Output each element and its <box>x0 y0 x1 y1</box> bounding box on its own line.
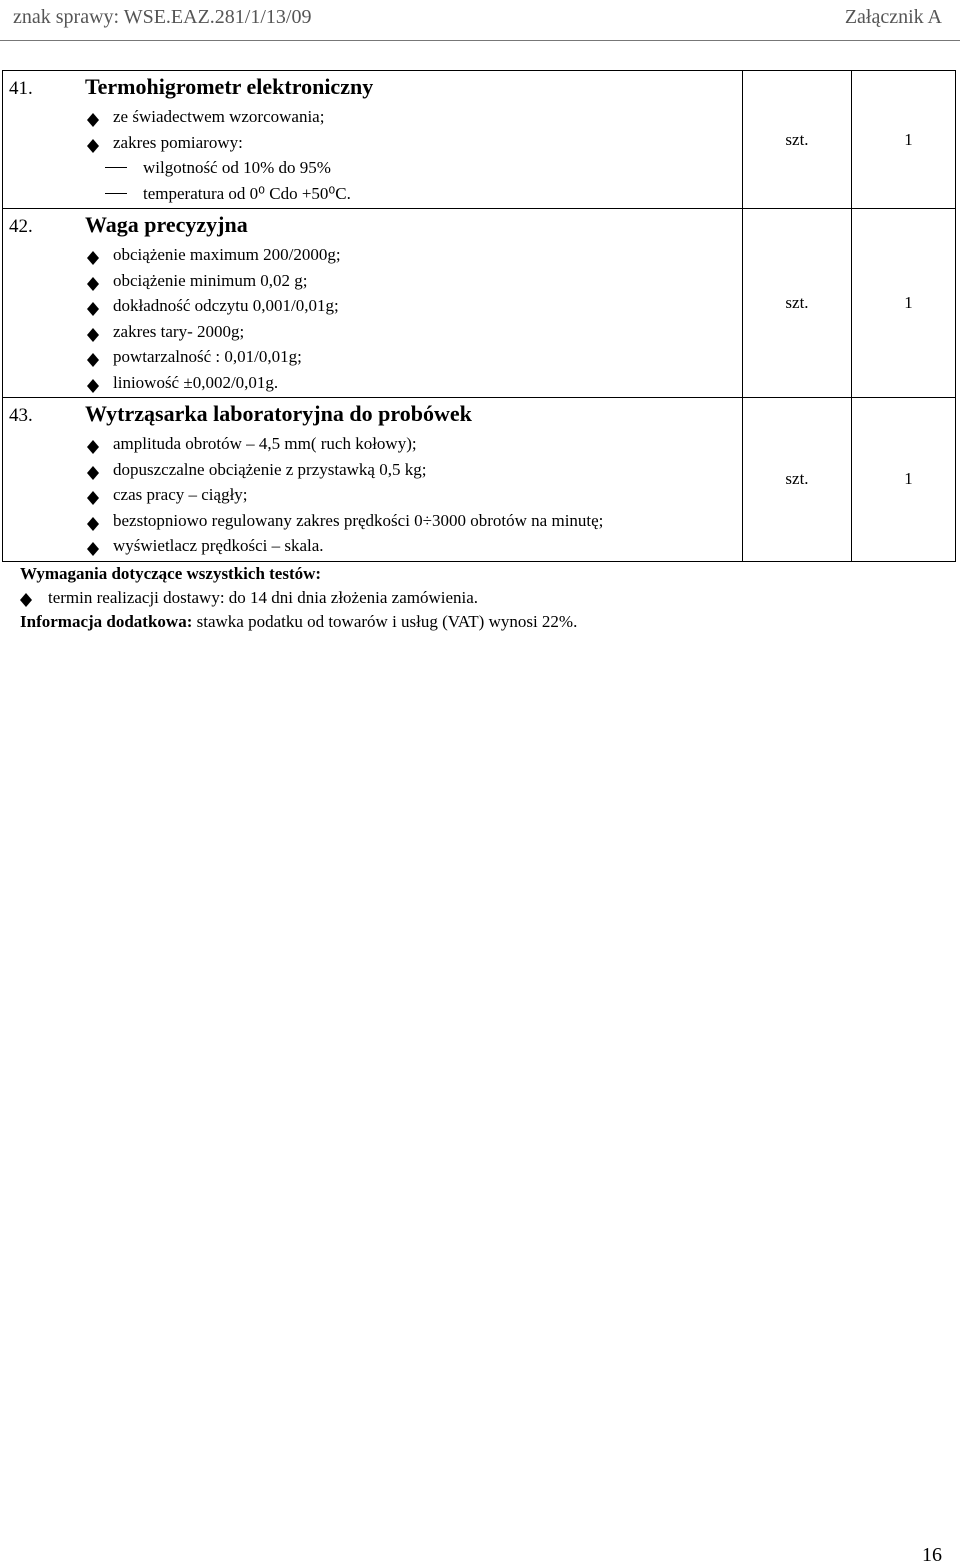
item-quantity: 1 <box>852 71 956 209</box>
requirements-title: Wymagania dotyczące wszystkich testów: <box>20 564 322 583</box>
item-spec <box>9 482 742 508</box>
additional-info-label: Informacja dodatkowa: <box>20 612 193 631</box>
item-description-cell <box>3 398 743 562</box>
item-heading <box>9 212 742 242</box>
items-table <box>2 70 956 562</box>
item-title: Waga precyzyjna <box>85 212 248 237</box>
item-number: 42. <box>9 216 33 237</box>
attachment-label: Załącznik A <box>844 6 942 28</box>
item-description-cell <box>3 71 743 209</box>
spec-text: dokładność odczytu 0,001/0,01g; <box>113 296 339 315</box>
item-row <box>3 209 956 398</box>
diamond-bullet-icon <box>20 590 32 614</box>
item-subspec <box>9 181 742 207</box>
item-spec <box>9 457 742 483</box>
spec-text: temperatura od 0⁰ Cdo +50⁰C. <box>143 183 351 203</box>
item-unit: szt. <box>743 398 852 562</box>
spec-text: powtarzalność : 0,01/0,01g; <box>113 347 302 366</box>
additional-info-text: stawka podatku od towarów i usług (VAT) wynosi 22%. <box>192 612 578 631</box>
item-spec <box>9 242 742 268</box>
item-spec <box>9 344 742 370</box>
item-spec <box>9 508 742 534</box>
spec-text: dopuszczalne obciążenie z przystawką 0,5 kg; <box>113 459 427 479</box>
item-unit: szt. <box>743 71 852 209</box>
item-description-cell <box>3 209 743 398</box>
delivery-term: termin realizacji dostawy: do 14 dni dnia złożenia zamówienia. <box>48 588 479 607</box>
item-spec <box>9 293 742 319</box>
item-spec <box>9 268 742 294</box>
diamond-bullet-icon <box>87 538 99 564</box>
document-reference: znak sprawy: WSE.EAZ.281/1/13/09 <box>13 6 312 28</box>
additional-info <box>20 610 577 634</box>
item-number: 41. <box>9 78 33 99</box>
spec-text: wyświetlacz prędkości – skala. <box>113 536 324 555</box>
spec-text: obciążenie minimum 0,02 g; <box>113 270 308 290</box>
spec-text: zakres pomiarowy: <box>113 132 243 152</box>
header-divider <box>0 40 960 41</box>
item-quantity: 1 <box>852 398 956 562</box>
requirements-section <box>20 562 577 634</box>
item-spec <box>9 533 742 559</box>
spec-text: ze świadectwem wzorcowania; <box>113 107 325 126</box>
item-spec <box>9 370 742 396</box>
item-subspec <box>9 155 742 181</box>
item-row <box>3 71 956 209</box>
spec-text: bezstopniowo regulowany zakres prędkości 0÷3000 obrotów na minutę; <box>113 510 604 530</box>
item-spec <box>9 130 742 156</box>
spec-text: wilgotność od 10% do 95% <box>143 158 331 177</box>
item-quantity: 1 <box>852 209 956 398</box>
page-number: 16 <box>922 1544 942 1566</box>
dash-icon <box>105 193 127 194</box>
item-heading <box>9 401 742 431</box>
spec-text: liniowość ±0,002/0,01g. <box>113 372 279 392</box>
item-spec <box>9 431 742 457</box>
requirements-bullet-line <box>20 586 577 610</box>
spec-text: zakres tary- 2000g; <box>113 321 245 341</box>
item-number: 43. <box>9 405 33 426</box>
item-heading <box>9 74 742 104</box>
spec-text: obciążenie maximum 200/2000g; <box>113 245 341 264</box>
spec-text: czas pracy – ciągły; <box>113 485 248 504</box>
dash-icon <box>105 167 127 168</box>
item-unit: szt. <box>743 209 852 398</box>
item-spec <box>9 319 742 345</box>
diamond-bullet-icon <box>87 375 99 401</box>
item-title: Termohigrometr elektroniczny <box>85 74 374 99</box>
item-spec <box>9 104 742 130</box>
item-title: Wytrząsarka laboratoryjna do probówek <box>85 401 472 426</box>
item-row <box>3 398 956 562</box>
spec-text: amplituda obrotów – 4,5 mm( ruch kołowy); <box>113 434 417 453</box>
